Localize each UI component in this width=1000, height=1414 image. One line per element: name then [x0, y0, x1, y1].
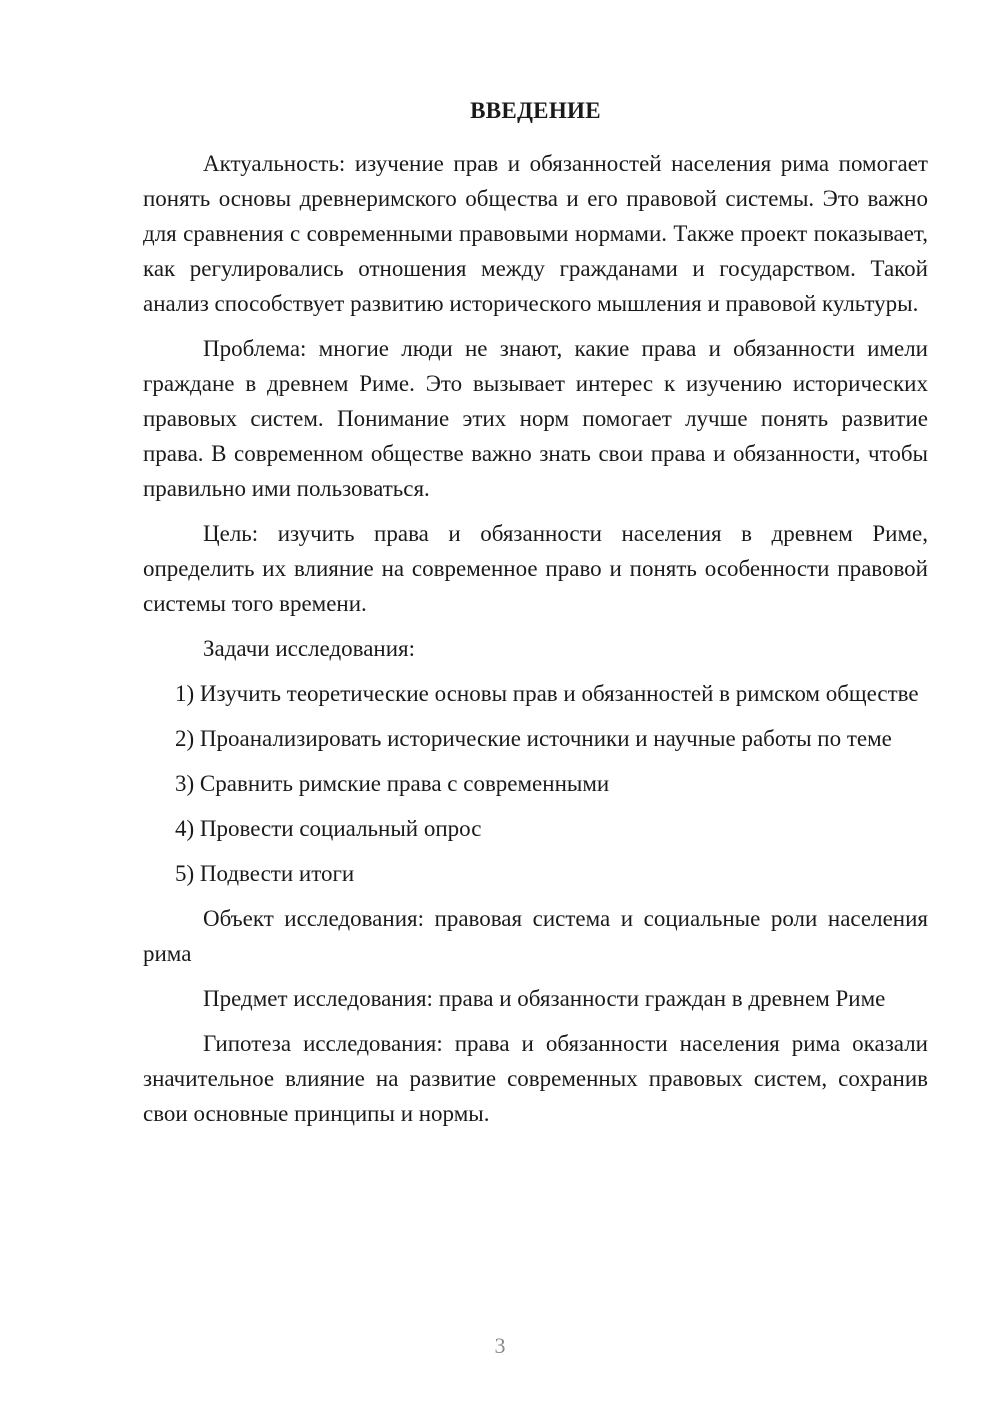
page-content — [143, 93, 928, 1141]
page-title: ВВЕДЕНИЕ — [470, 98, 601, 123]
task-item-2: 2) Проанализировать исторические источники и научные работы по теме — [175, 726, 892, 751]
paragraph-relevance: Актуальность: изучение прав и обязанностей населения рима помогает понять основы древнеримского общества и его правовой системы. Это важно для сравнения с современными правовыми нормами. Также проект показывает, как регулировались отношения между гражданами и государством. Такой анализ способствует развитию исторического мышления и правовой культуры. — [143, 151, 928, 316]
task-item-1: 1) Изучить теоретические основы прав и обязанностей в римском обществе — [175, 681, 919, 706]
paragraph-object: Объект исследования: правовая система и социальные роли населения рима — [143, 906, 928, 966]
paragraph-goal: Цель: изучить права и обязанности населения в древнем Риме, определить их влияние на современное право и понять особенности правовой системы того времени. — [143, 521, 928, 616]
task-item-3: 3) Сравнить римские права с современными — [175, 771, 610, 796]
tasks-heading: Задачи исследования: — [203, 636, 416, 661]
task-item-4: 4) Провести социальный опрос — [175, 816, 482, 841]
task-item-5: 5) Подвести итоги — [175, 861, 355, 886]
paragraph-hypothesis: Гипотеза исследования: права и обязанности населения рима оказали значительное влияние на развитие современных правовых систем, сохранив свои основные принципы и нормы. — [143, 1031, 928, 1126]
paragraph-subject: Предмет исследования: права и обязанности граждан в древнем Риме — [203, 986, 886, 1011]
paragraph-problem: Проблема: многие люди не знают, какие права и обязанности имели граждане в древнем Риме. Это вызывает интерес к изучению исторических правовых систем. Понимание этих норм помогает лучше понять развитие права. В современном обществе важно знать свои права и обязанности, чтобы правильно ими пользоваться. — [143, 336, 928, 501]
page-number: 3 — [494, 1333, 506, 1358]
